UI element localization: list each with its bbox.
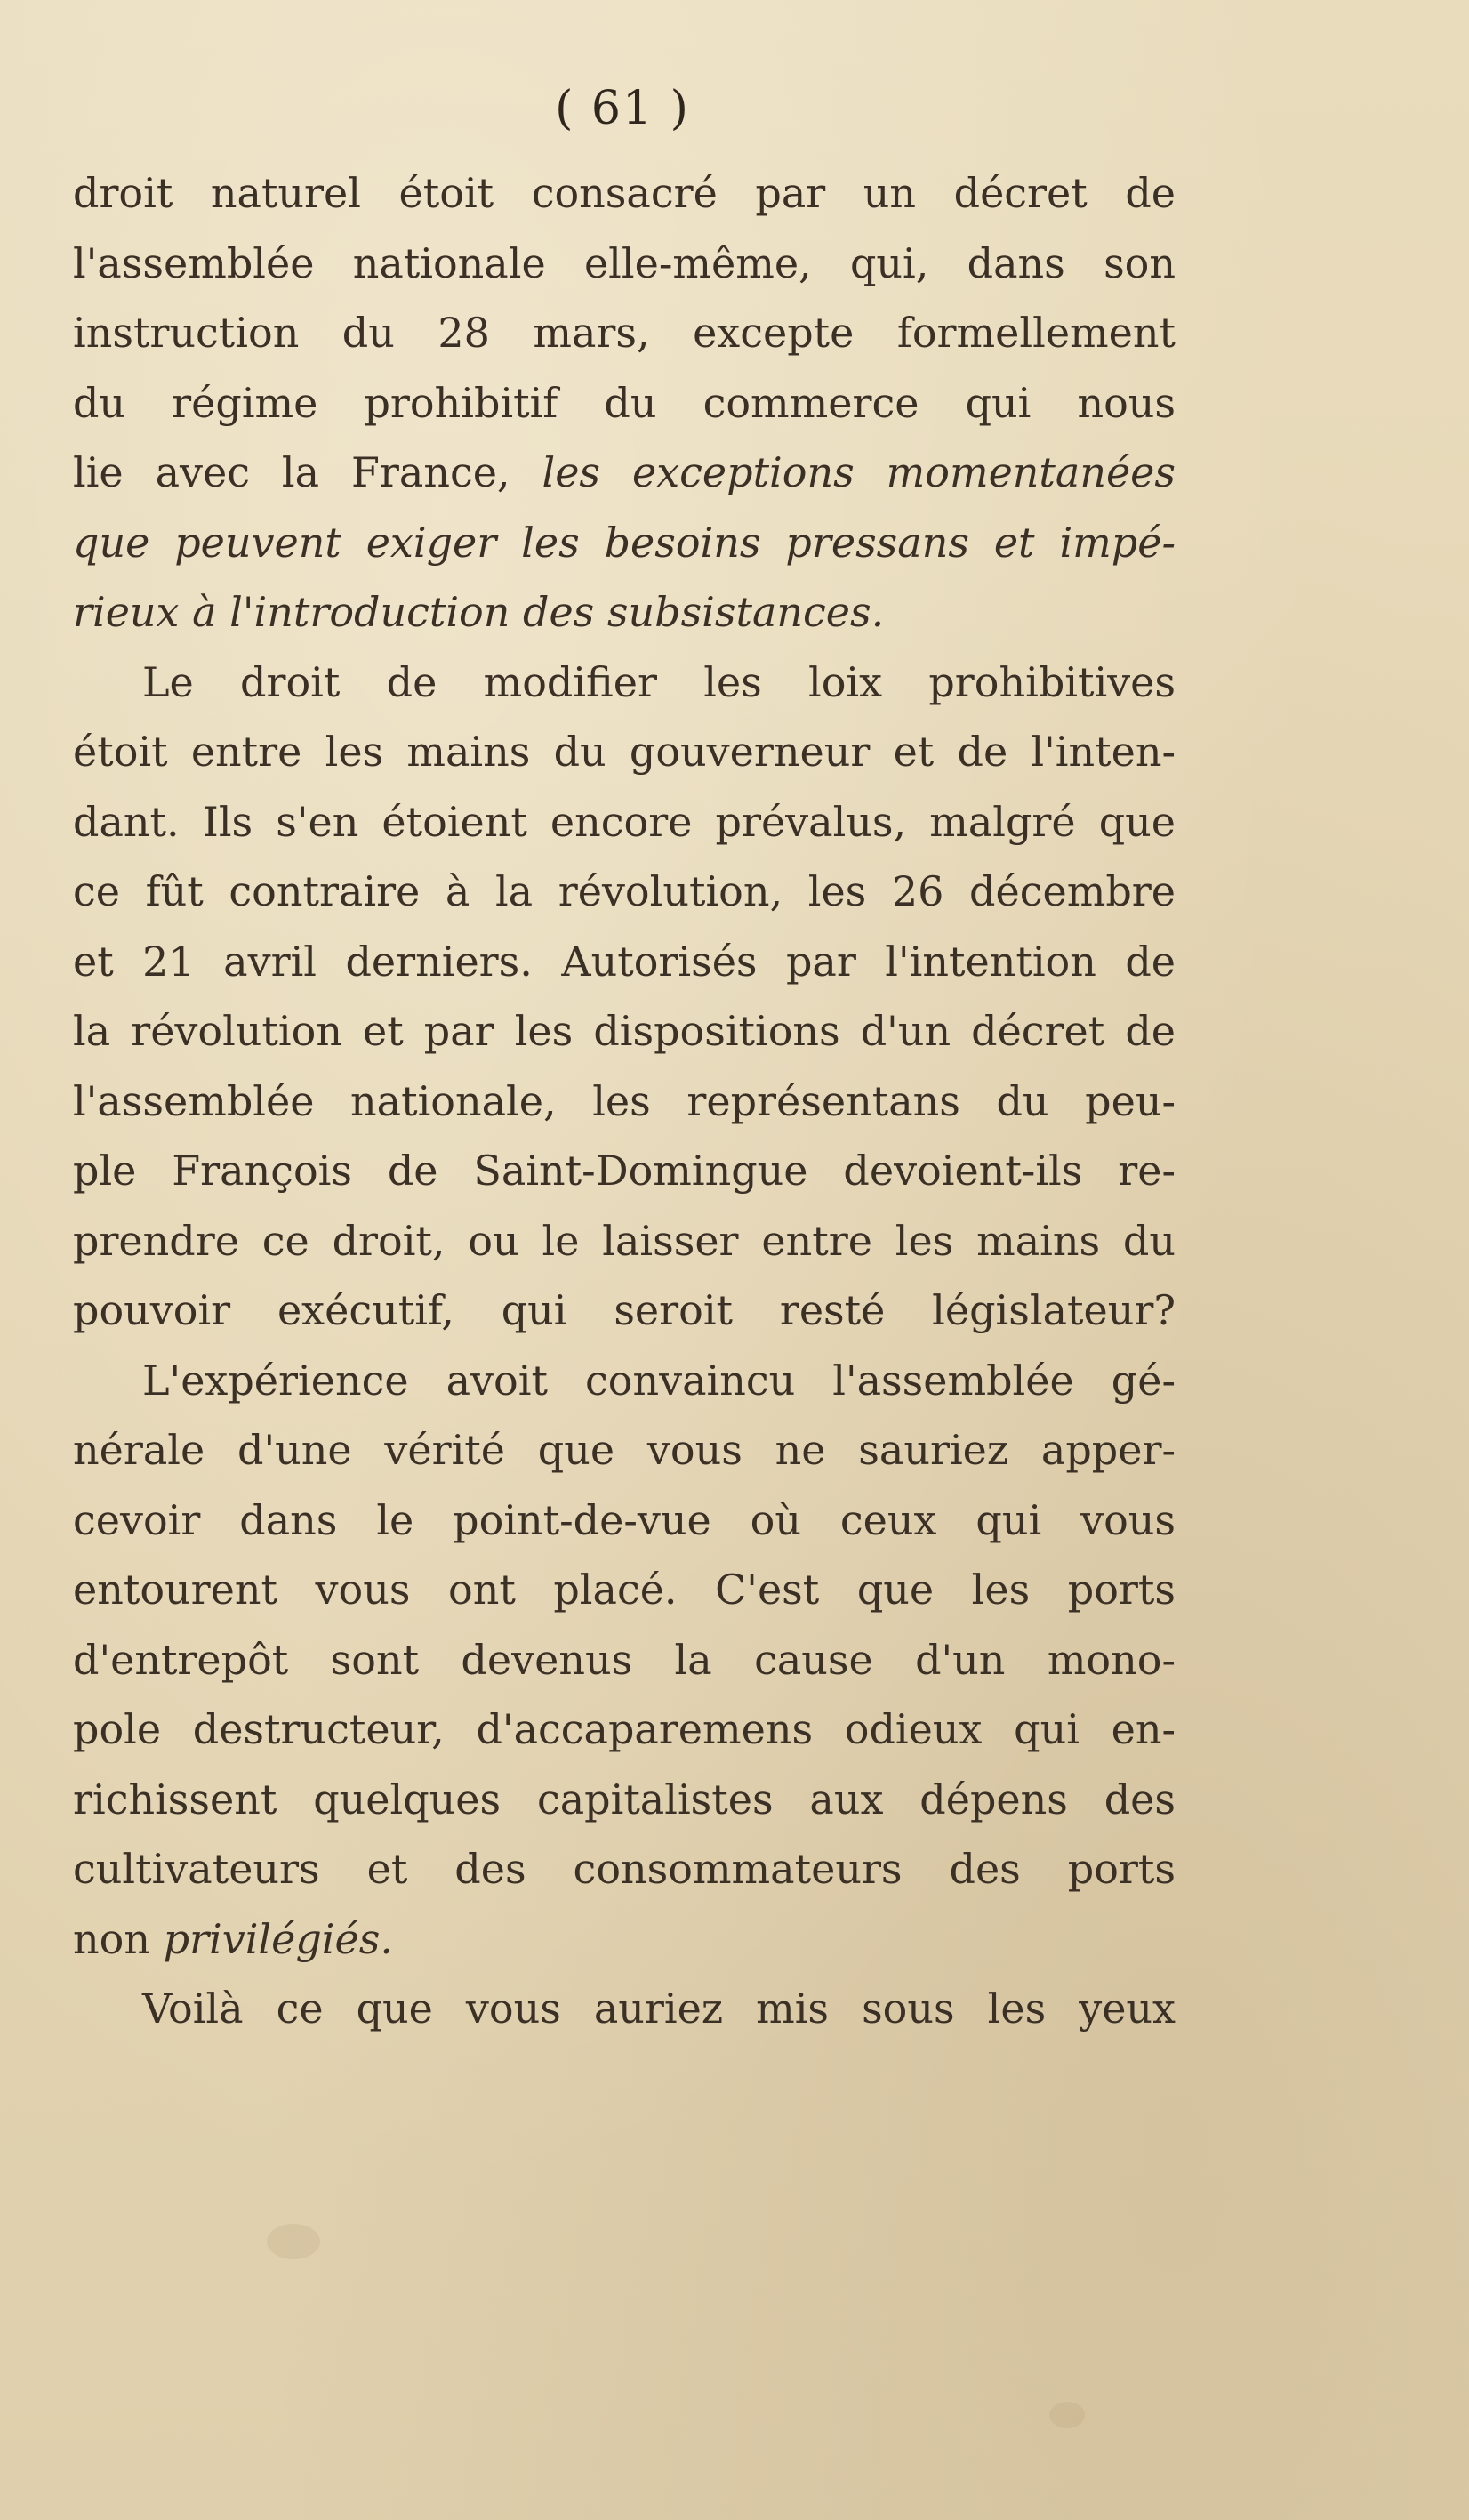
text-line bbox=[73, 1974, 1176, 2044]
roman-text: pole destructeur, d'accaparemens odieux qui en- bbox=[73, 1705, 1176, 1753]
text-line bbox=[73, 158, 1176, 229]
roman-text: richissent quelques capitalistes aux dépens des bbox=[73, 1775, 1176, 1824]
text-line bbox=[73, 1276, 1176, 1346]
roman-text: cevoir dans le point-de-vue où ceux qui vous bbox=[73, 1495, 1176, 1544]
roman-text: Voilà ce que vous auriez mis sous les yeux bbox=[142, 1985, 1176, 2033]
text-line bbox=[73, 1136, 1176, 1206]
text-line bbox=[73, 996, 1176, 1067]
roman-text: non bbox=[73, 1914, 164, 1963]
text-line bbox=[73, 1834, 1176, 1904]
paper-stain bbox=[267, 2224, 320, 2259]
text-line bbox=[73, 857, 1176, 927]
text-line bbox=[73, 1904, 1176, 1975]
text-line bbox=[73, 1346, 1176, 1416]
roman-text: prendre ce droit, ou le laisser entre les mains du bbox=[73, 1216, 1176, 1265]
italic-text: privilégiés. bbox=[163, 1914, 393, 1963]
roman-text: droit naturel étoit consacré par un décret de bbox=[73, 169, 1176, 217]
italic-text: rieux à l'introduction des subsistances. bbox=[73, 588, 885, 636]
roman-text: dant. Ils s'en étoient encore prévalus, malgré que bbox=[73, 797, 1176, 846]
text-line bbox=[73, 229, 1176, 299]
text-line bbox=[73, 368, 1176, 439]
text-line bbox=[73, 1067, 1176, 1137]
text-line bbox=[73, 1415, 1176, 1485]
roman-text: entourent vous ont placé. C'est que les ports bbox=[73, 1566, 1176, 1614]
text-line bbox=[73, 298, 1176, 368]
roman-text: l'assemblée nationale elle-même, qui, dans son bbox=[73, 238, 1176, 287]
roman-text: la révolution et par les dispositions d'un décret de bbox=[73, 1007, 1176, 1055]
roman-text: Le droit de modifier les loix prohibitives bbox=[142, 657, 1176, 706]
paper-stain bbox=[1049, 2402, 1085, 2428]
roman-text: ce fût contraire à la révolution, les 26 décembre bbox=[73, 867, 1176, 915]
roman-text: lie avec la France, bbox=[73, 448, 542, 496]
roman-text: d'entrepôt sont devenus la cause d'un mono- bbox=[73, 1635, 1176, 1684]
roman-text: du régime prohibitif du commerce qui nous bbox=[73, 378, 1176, 427]
roman-text: étoit entre les mains du gouverneur et de l'inten- bbox=[73, 728, 1176, 776]
roman-text: cultivateurs et des consommateurs des ports bbox=[73, 1845, 1176, 1893]
text-line bbox=[73, 717, 1176, 787]
body-text bbox=[73, 158, 1176, 2044]
text-line bbox=[73, 1765, 1176, 1835]
roman-text: nérale d'une vérité que vous ne sauriez apper- bbox=[73, 1426, 1176, 1474]
roman-text: instruction du 28 mars, excepte formellement bbox=[73, 309, 1176, 357]
text-line bbox=[73, 438, 1176, 508]
italic-text: que peuvent exiger les besoins pressans et impé- bbox=[73, 518, 1176, 567]
text-line bbox=[73, 1555, 1176, 1625]
roman-text: L'expérience avoit convaincu l'assemblée gé- bbox=[142, 1356, 1176, 1405]
roman-text: et 21 avril derniers. Autorisés par l'intention de bbox=[73, 937, 1176, 986]
text-line bbox=[73, 1485, 1176, 1556]
text-line bbox=[73, 1206, 1176, 1276]
italic-text: les exceptions momentanées bbox=[542, 448, 1176, 496]
text-line bbox=[73, 577, 1176, 648]
roman-text: pouvoir exécutif, qui seroit resté législateur? bbox=[73, 1286, 1176, 1334]
text-line bbox=[73, 508, 1176, 578]
text-line bbox=[73, 927, 1176, 997]
page-number: ( 61 ) bbox=[555, 82, 690, 135]
text-line bbox=[73, 648, 1176, 718]
text-line bbox=[73, 1625, 1176, 1695]
text-line bbox=[73, 787, 1176, 857]
roman-text: ple François de Saint-Domingue devoient-ils re- bbox=[73, 1147, 1176, 1195]
text-line bbox=[73, 1695, 1176, 1765]
roman-text: l'assemblée nationale, les représentans du peu- bbox=[73, 1076, 1176, 1125]
